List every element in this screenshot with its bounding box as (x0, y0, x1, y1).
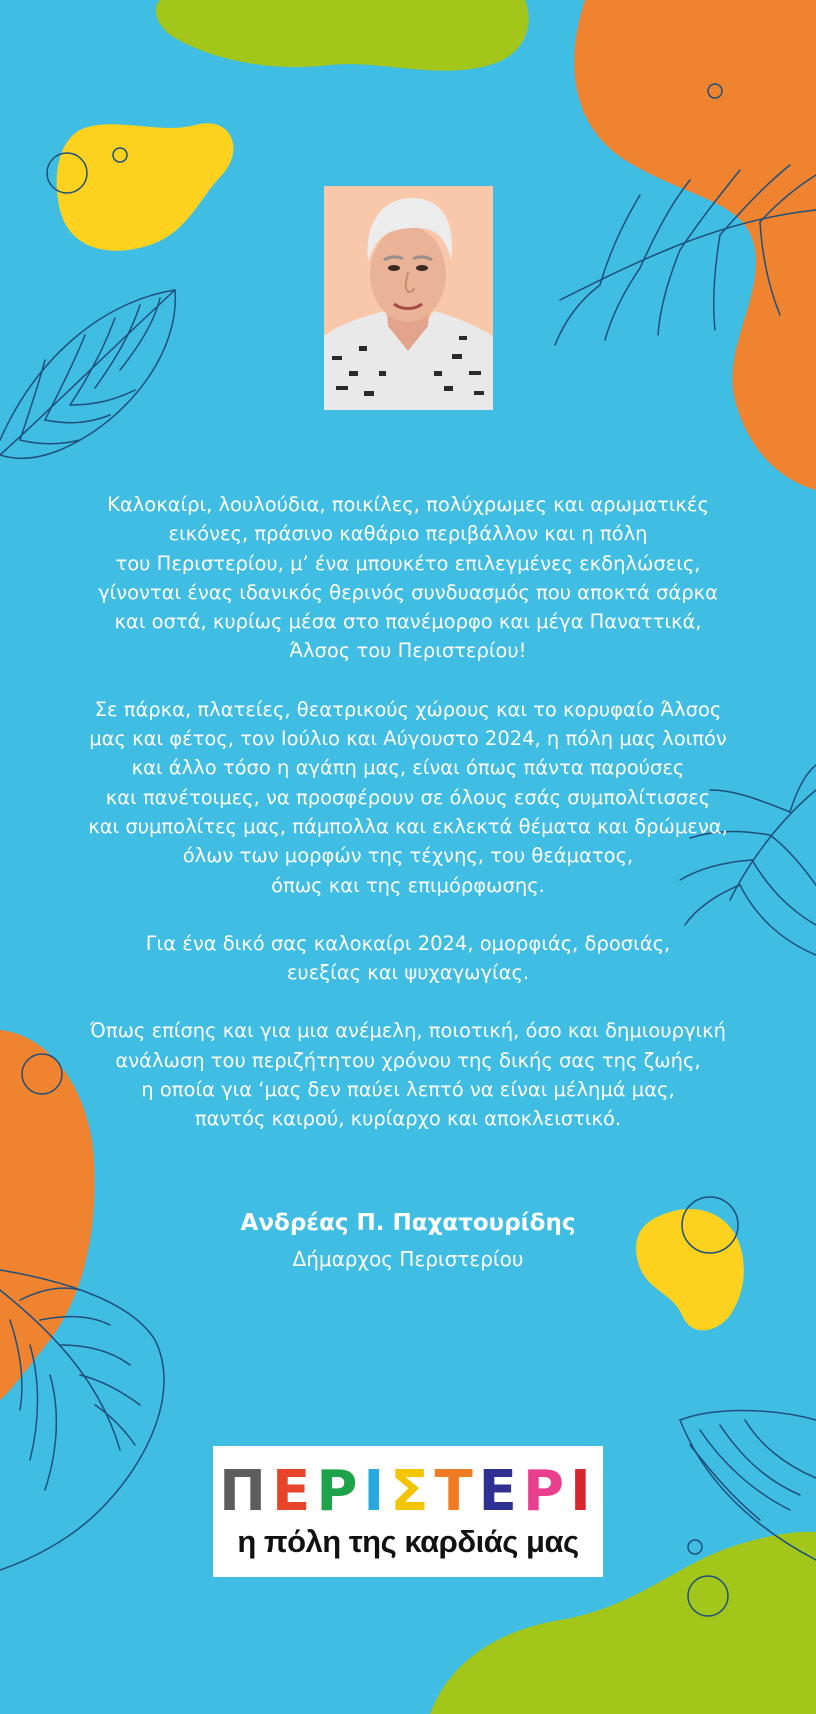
signature-title: Δήμαρχος Περιστερίου (292, 1247, 524, 1271)
peristeri-logo (213, 1446, 603, 1577)
logo-letter: Τ (434, 1459, 479, 1524)
message-text (60, 490, 756, 1163)
mayor-portrait (324, 186, 493, 410)
logo-letter: Ρ (316, 1459, 364, 1524)
signature-name: Ανδρέας Π. Παχατουρίδης (240, 1210, 576, 1236)
logo-letter: Ε (478, 1459, 523, 1524)
logo-letter: Π (219, 1459, 273, 1524)
logo-letter: Ε (272, 1459, 317, 1524)
message-paragraph: Σε πάρκα, πλατείες, θεατρικούς χώρους και το κορυφαίο Άλσος μας και φέτος, τον Ιούλιο και Αύγουστο 2024, η πόλη μας λοιπόν και άλλο τόσο η αγάπη μας, είναι όπως πάντα παρούσες και πανέτοιμες, να προσφέρουν σε όλους εσάς συμπολίτισσες και συμπολίτες μας, πάμπολλα και εκλεκτά θέματα και δρώμενα, όλων των μορφών της τέχνης, του θεάματος, όπως και της επιμόρφωσης. (88, 697, 728, 897)
logo-letter: Ι (569, 1459, 597, 1524)
message-paragraph: Όπως επίσης και για μια ανέμελη, ποιοτική, όσο και δημιουργική ανάλωση του περιζήτητου χρόνου της δικής σας της ζωής, η οποία για ‘μας δεν παύει λεπτό να είναι μέλημά μας, παντός καιρού, κυρίαρχο και αποκλειστικό. (90, 1019, 726, 1131)
logo-letter: Ρ (522, 1459, 570, 1524)
portrait-photo (324, 186, 493, 410)
message-paragraph: Καλοκαίρι, λουλούδια, ποικίλες, πολύχρωμες και αρωματικές εικόνες, πράσινο καθάριο περιβάλλον και η πόλη του Περιστερίου, μ’ ένα μπουκέτο επιλεγμένες εκδηλώσεις, γίνονται ένας ιδανικός θερινός συνδυασμός που αποκτά σάρκα και οστά, κυρίως μέσα στο πανέμορφο και μέγα Παναττικά, Άλσος του Περιστερίου! (98, 493, 718, 663)
message-paragraph: Για ένα δικό σας καλοκαίρι 2024, ομορφιάς, δροσιάς, ευεξίας και ψυχαγωγίας. (145, 931, 671, 985)
logo-title (213, 1460, 603, 1524)
logo-letter: Σ (390, 1459, 435, 1524)
logo-letter: Ι (363, 1459, 391, 1524)
logo-subtitle: η πόλη της καρδιάς μας (237, 1524, 579, 1559)
